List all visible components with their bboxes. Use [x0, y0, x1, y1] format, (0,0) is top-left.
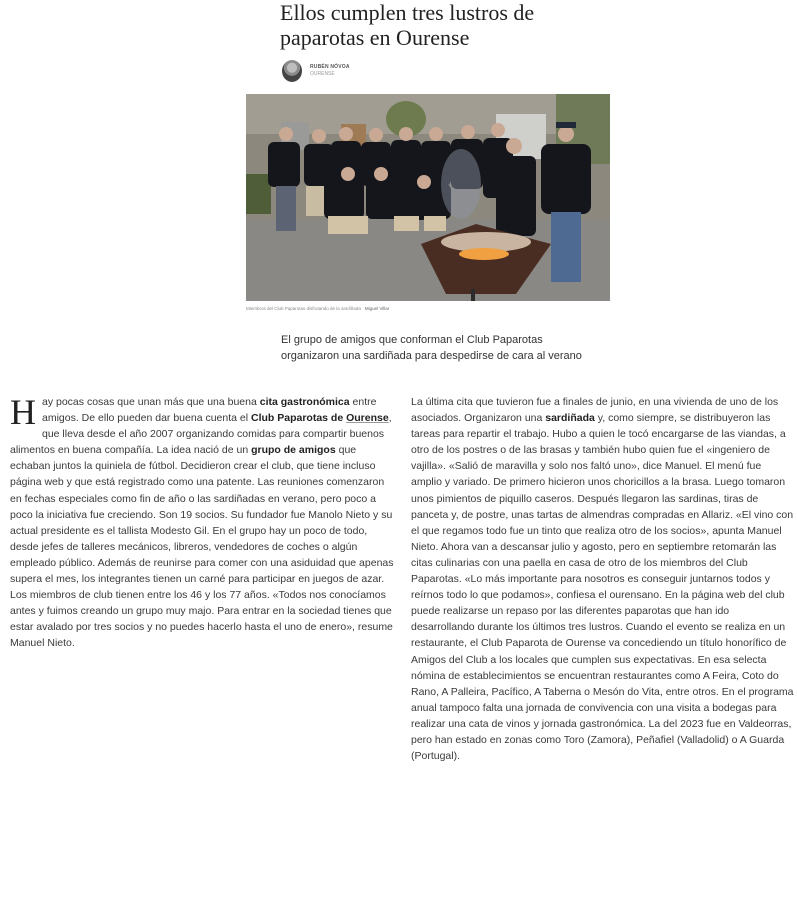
body-text: , que lleva desde el año 2007 organizando comidas para compartir buenos alimentos en buena compañía. La idea nació de un [10, 412, 392, 457]
article-photo[interactable] [246, 94, 610, 301]
author-location: OURENSE [310, 71, 335, 77]
highlight: sardiñada [545, 412, 595, 425]
photo-caption [246, 306, 610, 312]
headline: Ellos cumplen tres lustros de paparotas en Ourense [280, 0, 535, 50]
author-info [310, 64, 350, 78]
front-row-people [324, 179, 451, 220]
highlight: cita gastronómica [259, 396, 350, 408]
article-column-left [10, 394, 395, 652]
highlight: grupo de amigos [251, 444, 336, 457]
dropcap: H [10, 392, 36, 432]
body-text: ay pocas cosas que unan más que una buena [42, 396, 260, 408]
article-summary: El grupo de amigos que conforman el Club Paparotas organizaron una sardiñada para despedirse de cara al verano [281, 334, 582, 362]
body-text: y, como siempre, se distribuyeron las tareas para repartir el trabajo. Hubo a quien le tocó encargarse de las viandas, a otro de los postres o de las brasas y también hubo quien fue el «ingeniero de vajilla». «Salió de maravilla y solo nos faltó uno», dice Manuel. El menú fue amplio y variado. De primero hicieron unos choricillos a la brasa. Luego tomaron unos pimientos de piquillo caseros. Después llegaron las sardinas, tiras de panceta y, de postre, unas tartas de almendras compradas en Allariz. «El vino con el que regamos todo fue un tinto que realiza otro de los socios», apunta Manuel Nieto. Ahora van a descansar julio y agosto, pero en septiembre retomarán las citas culinarias con una paella en casa de otro de los miembros del Club Paparotas. «Lo más importante para nosotros es conseguir juntarnos todos y reírnos todo lo que podamos», confiesa el ourensano. En la página web del club puede realizarse un repaso por las diferentes paparotas que han ido desarrollando durante los últimos tres lustros. Cuando el evento se realiza en un restaurante, el Club Paparota de Ourense va concediendo un título honorífico de Amigos del Club a los locales que cumplen sus expectativas. En esa selecta nómina de establecimientos se encuentran restaurantes como A Feira, Coto do Rano, A Palleira, Pacífico, A Taberna o Mesón do Vita, entre otros. En el programa anual tampoco falta una jornada de convivencia con una visita a bodegas para realizar una cata de vinos y jornada gastronómica. La del 2023 fue en Valdeorras, pero han estado en zonas como Toro (Zamora), Peñafiel (Valladolid) o A Guarda (Portugal). [411, 412, 794, 763]
caption-text: Miembros del Club Paparotas disfrutando de la sardiñada [246, 306, 361, 311]
smoke [441, 149, 481, 219]
hedge [246, 174, 271, 214]
author-avatar[interactable] [282, 60, 302, 82]
group-photo-illustration [246, 94, 610, 301]
cap [556, 122, 576, 128]
article-column-right [411, 394, 795, 764]
byline [282, 60, 350, 82]
body-text: La última cita que tuvieron fue a finales de junio, en una vivienda de uno de los asociados. Organizaron una [411, 396, 779, 425]
highlight: Club Paparotas de [250, 412, 347, 425]
author-name[interactable]: RUBÉN NÓVOA [310, 64, 350, 70]
fire-embers [459, 248, 509, 260]
body-text: que echaban juntos la quiniela de fútbol. Decidieron crear el club, que tiene incluso página web y que está registrado como una patente. Las reuniones comenzaron en fechas especiales como fin de año o las sardiñadas en verano, pero poco a poco la iniciativa fue creciendo. Son 19 socios. Su fundador fue Manolo Nieto y su actual presidente es el tallista Modesto Gil. En el grupo hay un poco de todo, desde jefes de talleres mecánicos, libreros, vendedores de coches o algún empleado público. Además de reunirse para comer con una asiduidad que apenas supera el mes, los integrantes tienen un carné para participar en juegos de azar. Los miembros de club tienen entre los 46 y los 77 años. «Todos nos conocíamos antes y fuimos creando un grupo muy majo. Para entrar en la sociedad tienes que estar avalado por tres socios y no puedes hacerlo hasta el uno de enero», resume Manuel Nieto. [10, 444, 394, 650]
photo-credit: Miguel Villar [364, 306, 390, 311]
body-text: entre amigos. De ello pueden dar buena cuenta el [42, 396, 377, 425]
ourense-link[interactable]: Ourense [346, 412, 389, 425]
